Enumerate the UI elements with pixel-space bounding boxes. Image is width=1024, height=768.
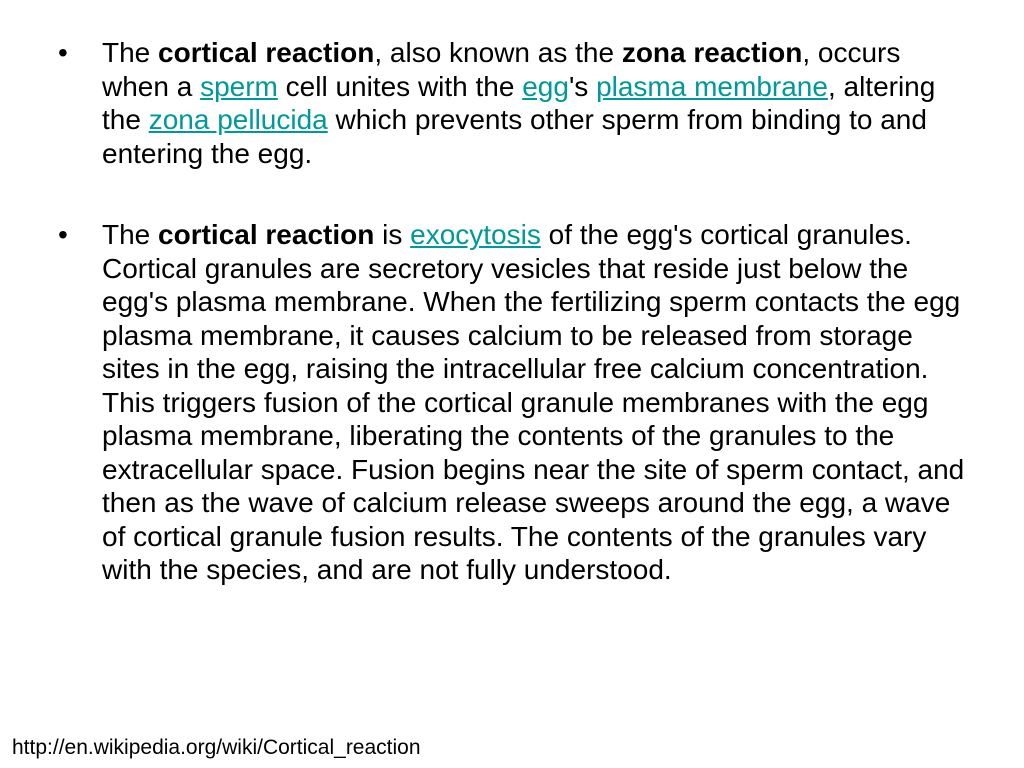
text-run: 's — [568, 70, 597, 102]
text-run: , occurs when a — [102, 37, 901, 102]
bullet-item — [58, 36, 970, 170]
bullet-icon: • — [58, 37, 68, 68]
text-run: of the egg's cortical granules. Cortical granules are secretory vesicles that reside just below the egg's plasma membrane. When the fertilizing sperm contacts the egg plasma membrane, it causes calcium to be released from storage sites in the egg, raising the intracellular free calcium concentration. This triggers fusion of the cortical granule membranes with the egg plasma membrane, liberating the contents of the granules to the extracellular space. Fusion begins near the site of sperm contact, and then as the wave of calcium release sweeps around the egg, a wave of cortical granule fusion results. The contents of the granules vary with the species, and are not fully understood. — [102, 219, 965, 585]
bold-term: cortical reaction — [158, 219, 375, 250]
text-run: is — [374, 219, 411, 250]
link-exocytosis[interactable]: exocytosis — [410, 219, 541, 250]
text-run: The — [102, 219, 159, 250]
bold-term: zona reaction — [621, 37, 803, 68]
text-run: , also known as the — [374, 37, 622, 68]
link-plasma-membrane[interactable]: plasma membrane — [596, 70, 828, 102]
text-run: , altering the — [102, 70, 936, 135]
bullet-icon: • — [58, 219, 68, 250]
text-run: which prevents other sperm from binding to and entering the egg. — [102, 104, 927, 169]
text-run: cell unites with the — [277, 70, 523, 102]
bold-term: cortical reaction — [158, 37, 375, 68]
link-sperm[interactable]: sperm — [200, 70, 278, 102]
link-zona-pellucida[interactable]: zona pellucida — [148, 104, 328, 135]
bullet-text — [102, 36, 970, 170]
source-url: http://en.wikipedia.org/wiki/Cortical_reaction — [12, 736, 421, 759]
text-run: The — [102, 37, 159, 68]
bullet-list — [58, 36, 970, 587]
bullet-item — [58, 218, 970, 587]
bullet-text — [102, 218, 970, 587]
link-egg[interactable]: egg — [522, 70, 569, 102]
